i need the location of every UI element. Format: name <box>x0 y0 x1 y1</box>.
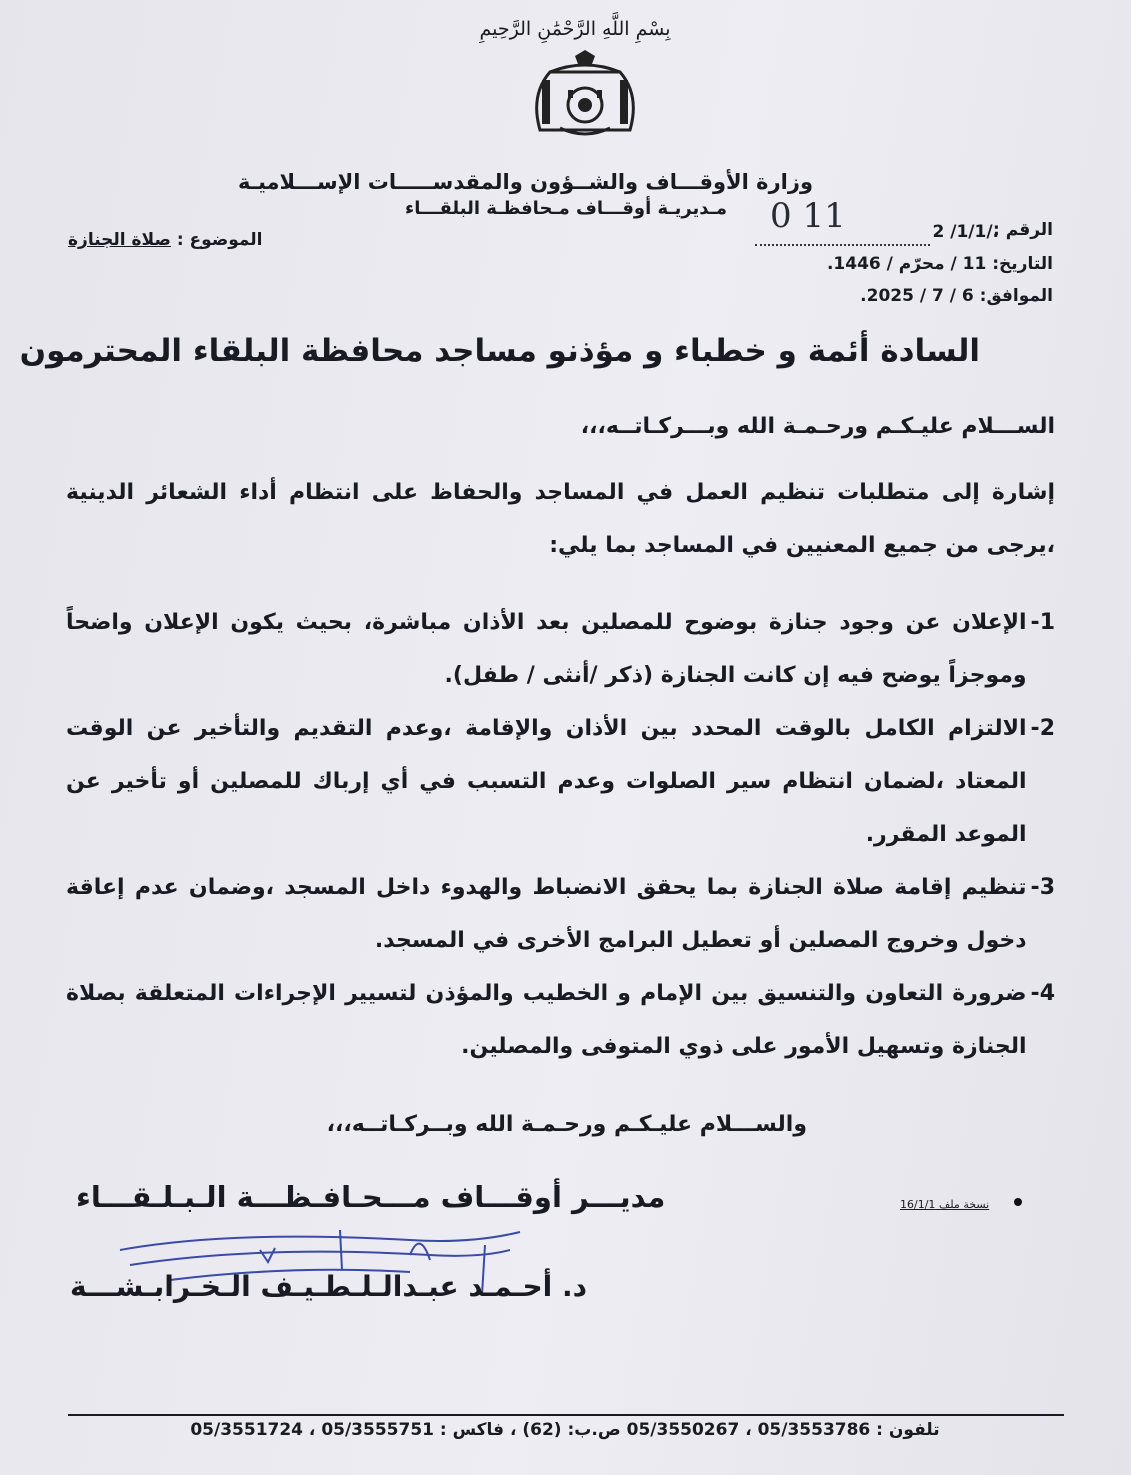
instructions-list <box>66 596 1055 1073</box>
item-text: الإعلان عن وجود جنازة بوضوح للمصلين بعد الأذان مباشرة، بحيث يكون الإعلان واضحاً وموجزاً يوضح فيه إن كانت الجنازة (ذكر /أنثى / طفل). <box>66 610 1027 688</box>
list-item <box>66 861 1055 967</box>
reference-dotted-line <box>755 244 930 246</box>
subject-label: الموضوع : <box>176 230 263 250</box>
footer-contact: تلفون : 05/3553786 ، 05/3550267 ص.ب: (62) ، فاكس : 05/3555751 ، 05/3551724 <box>190 1420 940 1440</box>
reference-number: 2 /1/1/. <box>932 222 999 242</box>
signatory-name: د. أحـمـد عبـدالـلـطـيـف الـخـرابـشـــة <box>70 1270 588 1303</box>
list-item <box>66 967 1055 1073</box>
ministry-name: وزارة الأوقـــاف والشــؤون والمقدســـــات الإســـلاميـة <box>238 170 813 194</box>
item-text: تنظيم إقامة صلاة الجنازة بما يحقق الانضباط والهدوء داخل المسجد ،وضمان عدم إعاقة دخول وخروج المصلين أو تعطيل البرامج الأخرى في المسجد. <box>66 875 1027 953</box>
reference-handwritten: 0 11 <box>770 196 846 236</box>
coat-of-arms-icon <box>520 50 650 142</box>
date-gregorian-value: 6 / 7 / 2025. <box>860 286 974 306</box>
item-number: 4- <box>1030 981 1055 1006</box>
date-hijri-value: 11 / محرّم / 1446. <box>826 254 987 274</box>
item-text: الالتزام الكامل بالوقت المحدد بين الأذان والإقامة ،وعدم التقديم والتأخير عن الوقت المعتاد ،لضمان انتظام سير الصلوات وعدم التسبب في أي إرباك للمصلين أو تأخير عن الموعد المقرر. <box>66 716 1027 847</box>
bismillah: بِسْمِ اللَّهِ الرَّحْمَٰنِ الرَّحِيمِ <box>479 18 671 40</box>
item-number: 1- <box>1030 610 1055 635</box>
date-hijri-label: التاريخ: <box>992 254 1053 274</box>
intro-paragraph: إشارة إلى متطلبات تنظيم العمل في المساجد والحفاظ على انتظام أداء الشعائر الدينية ،يرجى من جميع المعنيين في المساجد بما يلي: <box>66 480 1055 558</box>
copy-note: نسخة ملف 16/1/1 <box>900 1198 990 1211</box>
item-number: 3- <box>1030 875 1055 900</box>
date-gregorian-label: الموافق: <box>979 286 1053 306</box>
signatory-title: مديـــر أوقـــاف مـــحـافـظـــة الـبـلـقـــاء <box>76 1180 666 1214</box>
list-item <box>66 596 1055 702</box>
subject-line <box>68 230 263 250</box>
reference-label: الرقم : <box>993 220 1053 240</box>
closing-greeting: والســـلام عليـكـم ورحـمـة الله وبــركـاتــه،،، <box>326 1112 807 1137</box>
list-item <box>66 702 1055 861</box>
item-number: 2- <box>1030 716 1055 741</box>
subject-value: صلاة الجنازة <box>68 230 171 250</box>
footer-divider <box>68 1414 1064 1416</box>
directorate-name: مـديريـة أوقـــاف مـحافظـة البلقـــاء <box>405 198 727 219</box>
opening-greeting: الســـلام عليـكـم ورحـمـة الله وبـــركـاتــه،،، <box>580 414 1055 439</box>
bullet-icon <box>1014 1198 1022 1206</box>
date-hijri <box>827 254 1053 274</box>
date-gregorian <box>860 286 1053 306</box>
addressee-heading: السادة أئمة و خطباء و مؤذنو مساجد محافظة البلقاء المحترمون <box>19 333 980 369</box>
item-text: ضرورة التعاون والتنسيق بين الإمام و الخطيب والمؤذن لتسيير الإجراءات المتعلقة بصلاة الجنازة وتسهيل الأمور على ذوي المتوفى والمصلين. <box>66 981 1027 1059</box>
